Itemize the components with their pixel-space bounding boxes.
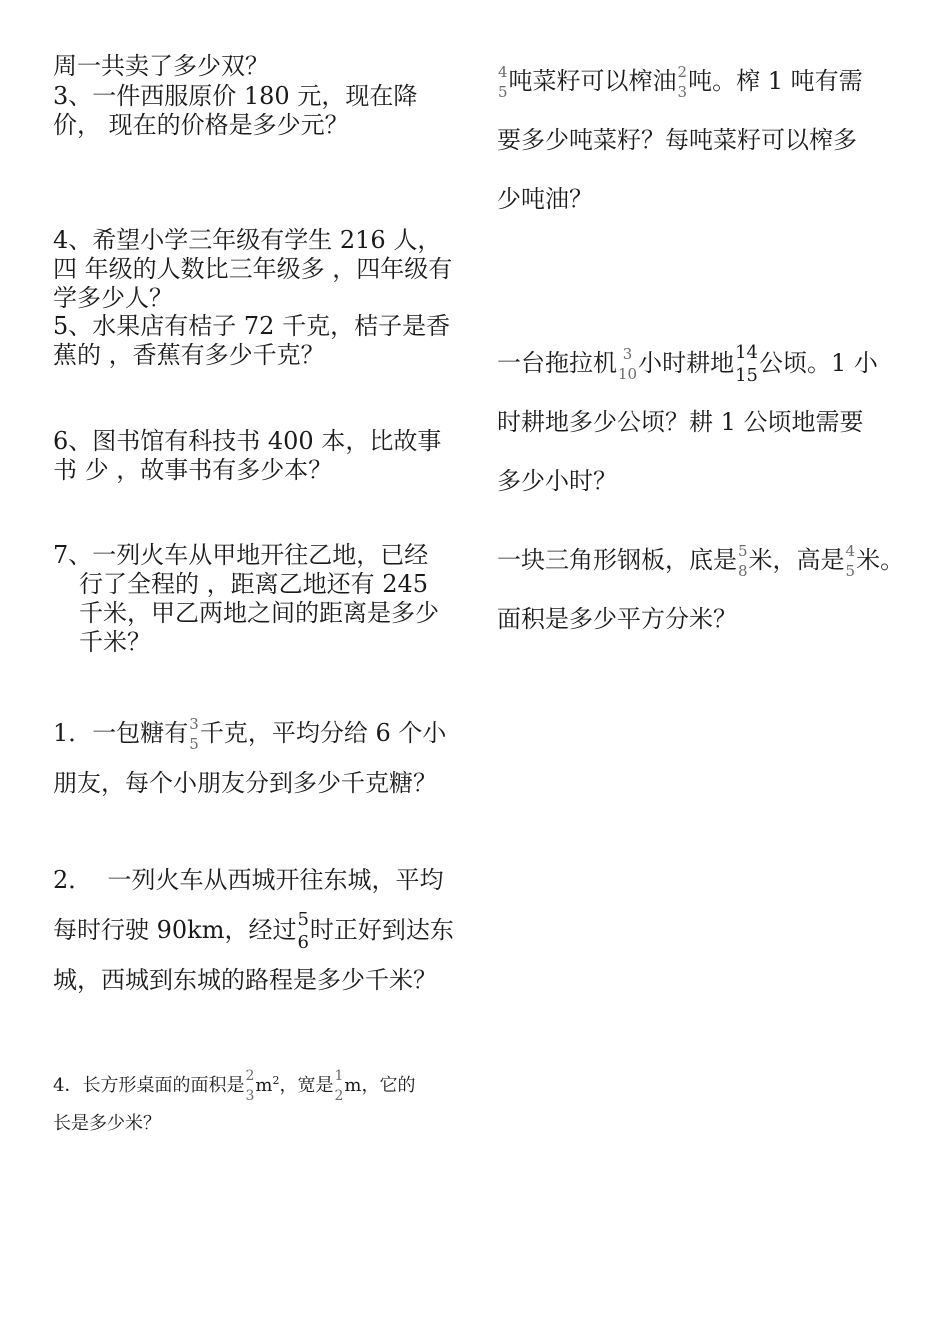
rapeseed-line-1: 4 5 吨菜籽可以榨油 2 3 吨。榨 1 吨有需 (498, 63, 863, 101)
problem-tractor (497, 338, 917, 506)
fraction: 4 5 (498, 63, 508, 101)
problem-1-line-2: 朋友，每个小朋友分到多少千克糖？ (53, 769, 437, 797)
problem-2-line-3: 城，西城到东城的路程是多少千米？ (53, 966, 437, 994)
fraction: 2 3 (245, 1068, 255, 1104)
problem-1-candy (53, 708, 463, 808)
question-4: 4、希望小学三年级有学生 216 人，四 年级的人数比三年级多 ，四年级有 学多少人？ (53, 226, 453, 312)
rapeseed-line-3: 少吨油？ (497, 185, 593, 213)
fraction: 5 6 (297, 909, 309, 953)
problem-2-line-1: 2． 一列火车从西城开往东城，平均 (53, 866, 444, 894)
fraction: 1 2 (334, 1068, 344, 1104)
question-7: 7、一列火车从甲地开往乙地，已经 行了全程的 ，距离乙地还有 245 千米，甲乙两地之间的距离是多少 千米？ (53, 541, 439, 656)
question-continued: 周一共卖了多少双？ (53, 52, 269, 80)
triangle-line-1: 一块三角形钢板，底是 5 8 米，高是 4 5 米。 (497, 542, 905, 580)
problem-2-train (53, 855, 473, 1005)
fraction: 4 5 (845, 542, 856, 580)
fraction: 14 15 (735, 342, 758, 386)
problem-4-desk (53, 1062, 463, 1143)
problem-1-line-1: 1．一包糖有 3 5 千克，平均分给 6 个小 (53, 715, 447, 753)
tractor-line-3: 多少小时？ (497, 467, 617, 495)
tractor-line-1: 一台拖拉机 3 10 小时耕地 14 15 公顷。1 小 (497, 342, 878, 386)
question-6: 6、图书馆有科技书 400 本，比故事书 少 ，故事书有多少本？ (53, 427, 442, 484)
fraction: 2 3 (677, 63, 688, 101)
fraction: 3 10 (618, 345, 638, 383)
problem-2-line-2: 每时行驶 90km，经过 5 6 时正好到达东 (53, 909, 454, 953)
problem-4-line-2: 长是多少米？ (53, 1113, 161, 1134)
fraction: 5 8 (738, 542, 748, 580)
question-5: 5、水果店有桔子 72 千克，桔子是香 蕉的 ，香蕉有多少千克？ (53, 312, 451, 369)
tractor-line-2: 时耕地多少公顷？耕 1 公顷地需要 (497, 408, 864, 436)
rapeseed-line-2: 要多少吨菜籽？每吨菜籽可以榨多 (497, 126, 857, 154)
question-3: 3、一件西服原价 180 元，现在降价， 现在的价格是多少元？ (53, 82, 418, 139)
triangle-line-2: 面积是多少平方分米？ (497, 605, 737, 633)
problem-4-line-1: 4．长方形桌面的面积是 2 3 $m^2$，宽是 1 2 m，它的 (53, 1068, 416, 1104)
problem-rapeseed-oil (497, 56, 917, 224)
fraction: 3 5 (189, 715, 199, 753)
problem-triangle-plate (497, 535, 927, 644)
